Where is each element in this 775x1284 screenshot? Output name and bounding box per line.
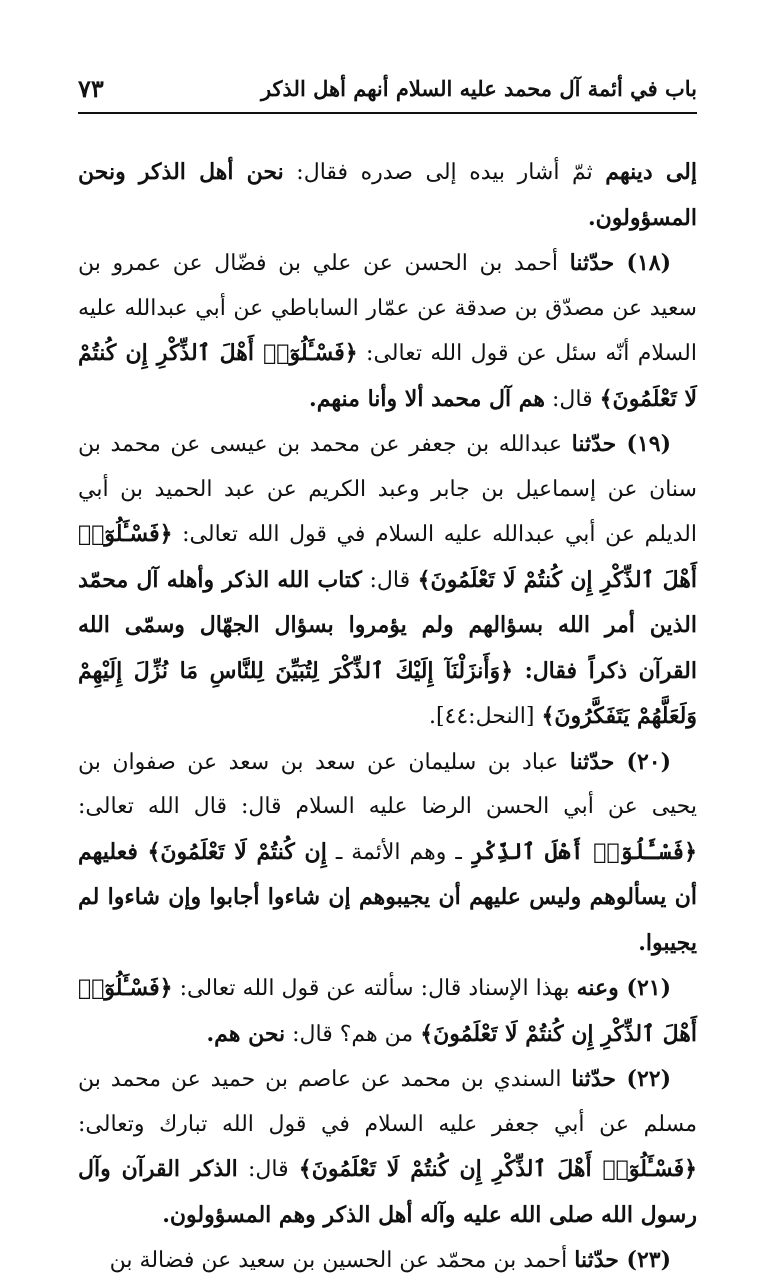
paragraph	[78, 1238, 697, 1284]
text-segment: عبدالله بن جعفر عن محمد بن عيسى عن محمد بن سنان عن إسماعيل بن جابر وعبد الكريم عن عبد الحميد بن أبي الديلم عن أبي عبدالله عليه السلام في قول الله تعالى:	[78, 432, 697, 547]
hadith-number: (٢٢) حدّثنا	[571, 1066, 671, 1092]
text-segment: كتاب الله الذكر وأهله آل محمّد الذين أمر الله بسؤالهم ولم يؤمروا بسؤال الجهّال وسمّى الله القرآن ذكراً فقال:	[78, 566, 697, 684]
text-segment: بهذا الإسناد قال: سألته عن قول الله تعالى:	[172, 976, 577, 1001]
paragraph	[78, 422, 697, 740]
text-segment: نحن أهل الذكر ونحن المسؤولون.	[78, 159, 697, 231]
page-header	[78, 72, 697, 112]
text-segment: إلى دينهم	[605, 159, 697, 185]
hadith-number: (١٨) حدّثنا	[569, 250, 672, 276]
quran-verse: ﴿فَسْـَٔلُوٓا۟ أَهْلَ ٱلذِّكْرِ إِن كُنتُمْ لَا تَعْلَمُونَ﴾	[298, 1156, 697, 1182]
page-number: ٧٣	[78, 74, 104, 103]
hadith-number: (٢٣) حدّثنا	[574, 1247, 671, 1273]
text-segment: فعليهم أن يسألوهم وليس عليهم أن يجيبوهم إن شاءوا أجابوا وإن شاءوا لم يجيبوا.	[78, 838, 697, 956]
text-segment: قال:	[545, 386, 600, 412]
text-segment: السندي بن محمد عن عاصم بن حميد عن محمد بن مسلم عن أبي جعفر عليه السلام في قول الله تبارك وتعالى:	[78, 1067, 697, 1137]
paragraph	[78, 1057, 697, 1238]
text-segment: عباد بن سليمان عن سعد بن سعد عن صفوان بن يحيى عن أبي الحسن الرضا عليه السلام قال: قال الله تعالى:	[78, 749, 697, 819]
quran-verse: ﴿فَسْـَٔلُوٓا۟ أَهْلَ ٱلذِّكْرِ إِن كُنتُمْ لَا تَعْلَمُونَ﴾	[78, 975, 697, 1047]
running-title: باب في أئمة آل محمد عليه السلام أنهم أهل الذكر	[260, 76, 697, 101]
text-segment: أحمد بن الحسن عن علي بن فضّال عن عمرو بن سعيد عن مصدّق بن صدقة عن عمّار الساباطي عن أبي عبدالله عليه السلام أنّه سئل عن قول الله تعالى:	[78, 251, 697, 366]
text-segment: ـ وهم الأئمة ـ	[326, 839, 471, 865]
paragraph	[78, 150, 697, 241]
text-segment: من هم؟ قال:	[285, 1021, 421, 1047]
quran-verse: ﴿فَسْـَٔلُوٓا۟ أَهْلَ ٱلذِّكْرِ	[470, 838, 697, 865]
text-segment: قال:	[362, 567, 418, 593]
text-segment: قال:	[237, 1157, 299, 1182]
document-body	[78, 150, 697, 1284]
text-segment: هم آل محمد ألا وأنا منهم.	[309, 385, 546, 412]
text-segment: الذكر القرآن وآل رسول الله صلى الله عليه وآله أهل الذكر وهم المسؤولون.	[78, 1156, 697, 1228]
quran-verse: إِن كُنتُمْ لَا تَعْلَمُونَ﴾	[147, 838, 327, 865]
paragraph	[78, 966, 697, 1057]
paragraph	[78, 241, 697, 422]
quran-verse: ﴿وَأَنزَلْنَآ إِلَيْكَ ٱلذِّكْرَ لِتُبَيِّنَ لِلنَّاسِ مَا نُزِّلَ إِلَيْهِمْ وَلَعَلَّهُمْ يَتَفَكَّرُونَ﴾	[78, 657, 697, 729]
hadith-number: (١٩) حدّثنا	[571, 431, 671, 457]
hadith-number: (٢٠) حدّثنا	[569, 748, 671, 775]
hadith-number: (٢١) وعنه	[576, 975, 671, 1001]
text-segment: ثمّ أشار بيده إلى صدره فقال:	[283, 160, 606, 185]
paragraph	[78, 740, 697, 967]
text-segment: أحمد بن محمّد عن الحسين بن سعيد عن فضالة بن	[109, 1248, 575, 1273]
quran-verse: ﴿فَسْـَٔلُوٓا۟ أَهْلَ ٱلذِّكْرِ إِن كُنتُمْ لَا تَعْلَمُونَ﴾	[78, 340, 697, 412]
text-segment: نحن هم.	[206, 1020, 286, 1047]
header-rule	[78, 112, 697, 114]
quran-verse: ﴿فَسْـَٔلُوٓا۟ أَهْلَ ٱلذِّكْرِ إِن كُنتُمْ لَا تَعْلَمُونَ﴾	[78, 521, 697, 593]
text-segment: [النحل:٤٤].	[428, 704, 542, 729]
